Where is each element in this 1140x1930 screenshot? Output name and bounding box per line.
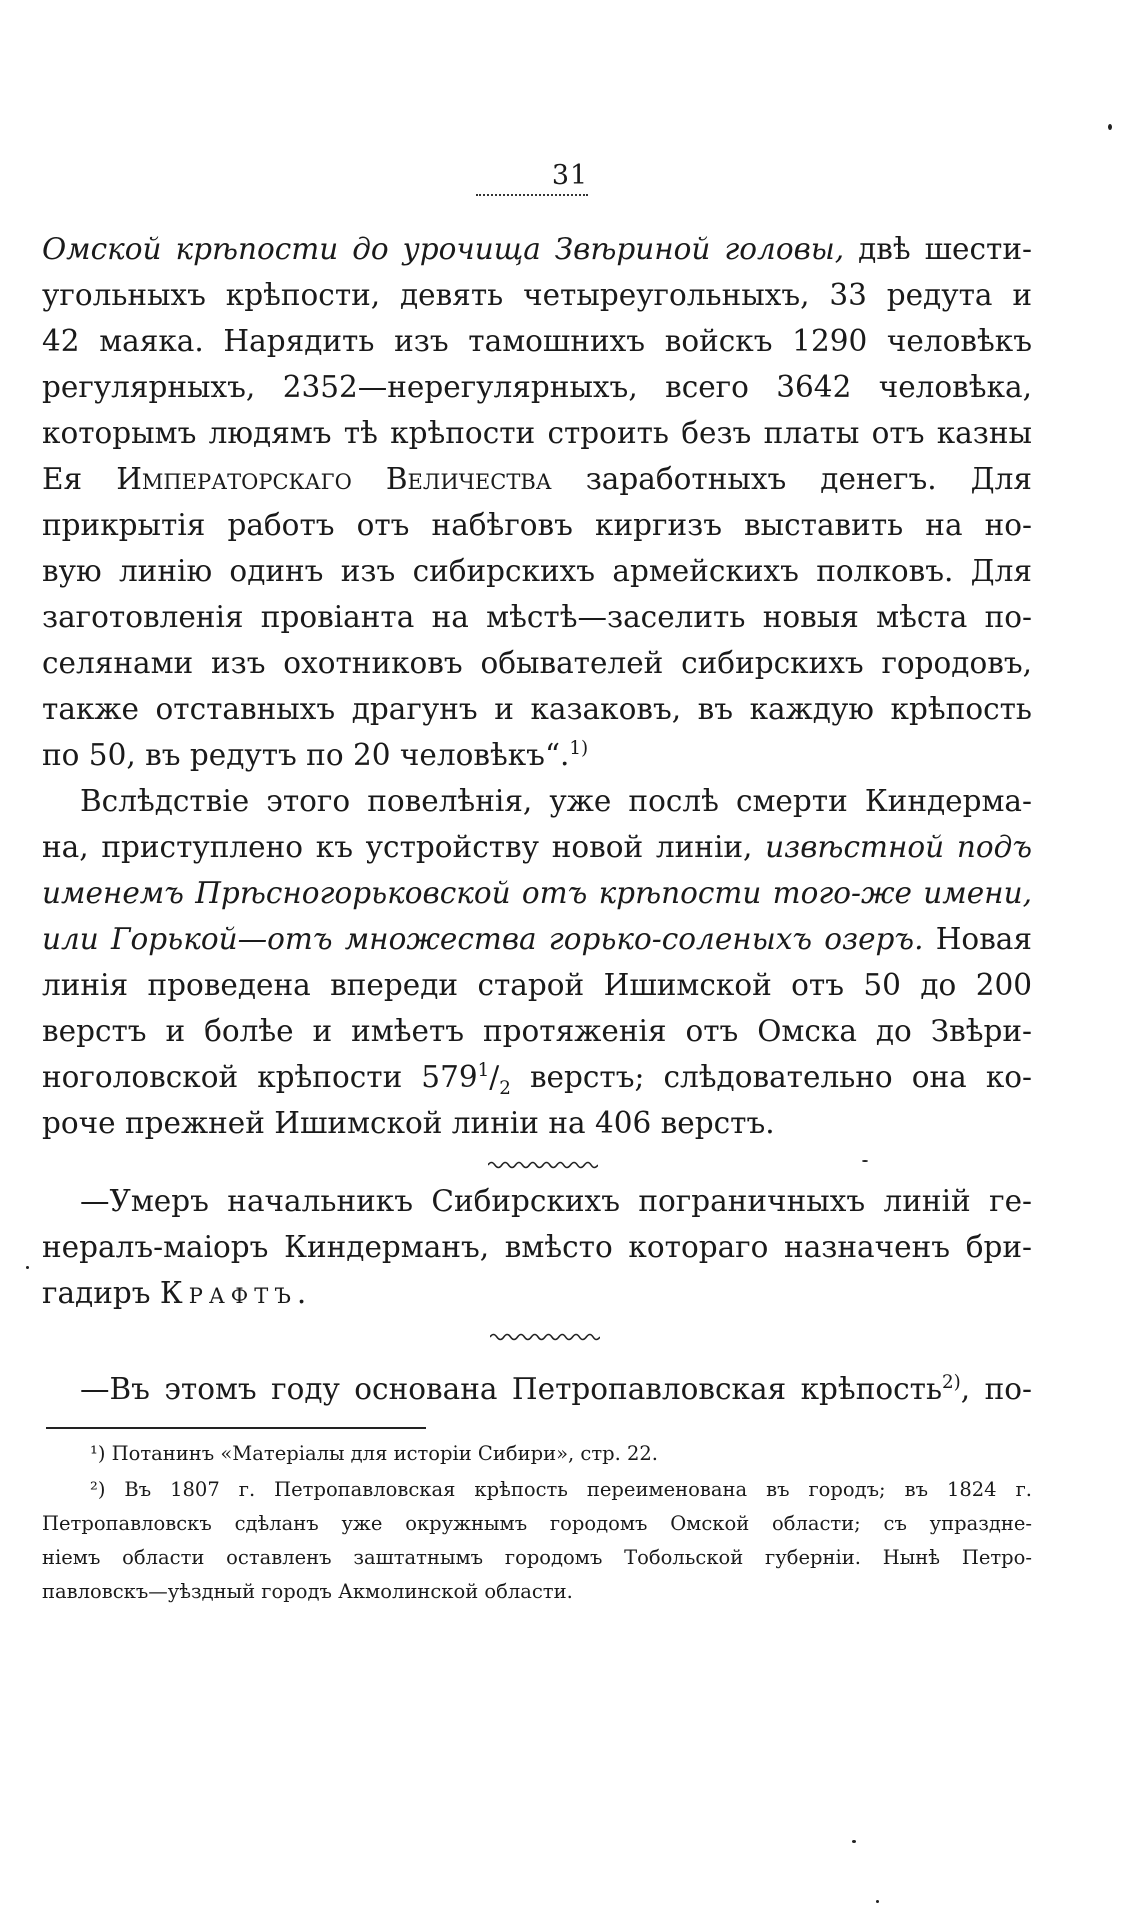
text-line: на, приступлено къ устройству новой линіи, извѣстной подъ: [42, 830, 1032, 864]
text-line: заготовленія провіанта на мѣстѣ—заселить новыя мѣста по-: [42, 600, 1032, 634]
text-line: селянами изъ охотниковъ обывателей сибирскихъ городовъ,: [42, 646, 1032, 680]
text-line: линія проведена впереди старой Ишимской отъ 50 до 200: [42, 968, 1032, 1002]
page-number: 31: [551, 160, 589, 191]
text-line: роче прежней Ишимской линіи на 406 верстъ.: [42, 1106, 775, 1140]
scan-speck: [876, 1900, 879, 1903]
footnote-ref-1: 1): [569, 738, 589, 760]
footnote-2-line: ²) Въ 1807 г. Петропавловская крѣпость переименована въ городъ; въ 1824 г.: [90, 1478, 1032, 1501]
page-number-rule: [476, 194, 588, 196]
text-line: вую линію одинъ изъ сибирскихъ армейскихъ полковъ. Для: [42, 554, 1032, 588]
text-line: Ея Императорскаго Величества заработныхъ денегъ. Для: [42, 462, 1032, 496]
text-line: гадиръ Крафтъ.: [42, 1276, 313, 1310]
footnote-ref-2: 2): [942, 1372, 961, 1394]
footnote-1: ¹) Потанинъ «Матеріалы для исторіи Сибири», стр. 22.: [90, 1442, 658, 1465]
text-line: или Горькой—отъ множества горько-соленыхъ озеръ. Новая: [42, 922, 1032, 956]
text-line: которымъ людямъ тѣ крѣпости строить безъ платы отъ казны: [42, 416, 1032, 450]
text-line: нералъ-маіоръ Киндерманъ, вмѣсто котораго назначенъ бри-: [42, 1230, 1032, 1264]
text-line: Омской крѣпости до урочища Звѣриной головы, двѣ шести-: [42, 232, 1032, 266]
footnote-2-line: павловскъ—уѣздный городъ Акмолинской области.: [42, 1580, 573, 1603]
text-line: Вслѣдствіе этого повелѣнія, уже послѣ смерти Киндерма-: [80, 784, 1032, 818]
text-line: регулярныхъ, 2352—нерегулярныхъ, всего 3642 человѣка,: [42, 370, 1032, 404]
footnote-2-line: Петропавловскъ сдѣланъ уже окружнымъ городомъ Омской области; съ упраздне-: [42, 1512, 1032, 1535]
scan-speck: [1108, 124, 1112, 130]
scan-speck: [862, 1160, 868, 1162]
footnote-2-line: ніемъ области оставленъ заштатнымъ городомъ Тобольской губерніи. Нынѣ Петро-: [42, 1546, 1032, 1569]
footnote-rule: [46, 1427, 426, 1429]
scan-speck: [852, 1840, 856, 1843]
text-line: угольныхъ крѣпости, девять четыреугольныхъ, 33 редута и: [42, 278, 1032, 312]
text-line: ноголовской крѣпости $579^1/_2$ верстъ; слѣдовательно она ко-: [42, 1060, 1032, 1099]
text-line: 42 маяка. Нарядить изъ тамошнихъ войскъ 1290 человѣкъ: [42, 324, 1032, 358]
text-line: —Въ этомъ году основана Петропавловская крѣпость$^{2)}$, по-: [80, 1372, 1032, 1406]
text-line: —Умеръ начальникъ Сибирскихъ пограничныхъ линій ге-: [80, 1184, 1032, 1218]
scan-speck: [26, 1266, 29, 1269]
text-line: также отставныхъ драгунъ и казаковъ, въ каждую крѣпость: [42, 692, 1032, 726]
text-line: по 50, въ редутъ по 20 человѣкъ“.$^{1)}$: [42, 738, 589, 772]
text-line: прикрытія работъ отъ набѣговъ киргизъ выставить на но-: [42, 508, 1032, 542]
section-divider-1: [488, 1160, 598, 1170]
section-divider-2: [490, 1332, 600, 1342]
text-line: верстъ и болѣе и имѣетъ протяженія отъ Омска до Звѣри-: [42, 1014, 1032, 1048]
text-line: именемъ Прѣсногорьковской отъ крѣпости того-же имени,: [42, 876, 1032, 910]
